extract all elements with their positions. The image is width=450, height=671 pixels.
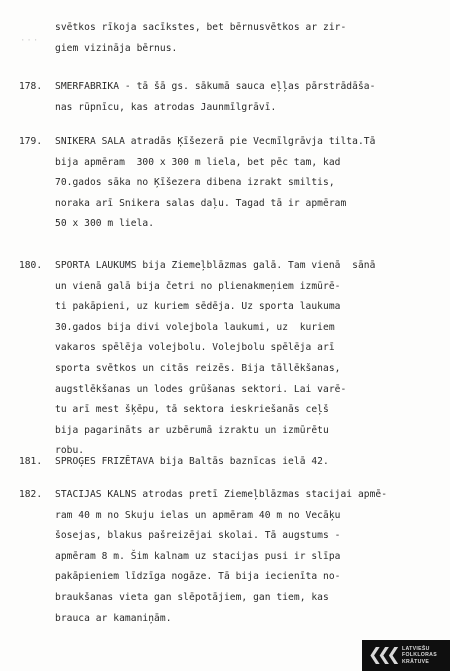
logo-line-2: FOLKLORAS bbox=[402, 652, 437, 659]
faint-page-mark: ··· bbox=[20, 36, 40, 46]
archive-logo bbox=[362, 640, 450, 671]
logo-line-1: LATVIEŠU bbox=[402, 645, 430, 652]
logo-text bbox=[402, 646, 437, 665]
chevrons-icon: ❮❮❮ bbox=[368, 645, 396, 665]
logo-line-3: KRĀTUVE bbox=[402, 658, 430, 665]
entry-text-line: sporta svētkos un citās reizēs. Bija tāllēkšanas, bbox=[55, 363, 341, 374]
entry-text-line: apmēram 8 m. Šim kalnam uz stacijas pusi ir slīpa bbox=[55, 550, 341, 562]
entry-text-line: bija pagarināts ar uzbērumā izraktu un izmūrētu bbox=[55, 424, 329, 436]
entry-text-line: vakaros spēlēja volejbolu. Volejbolu spēlēja arī bbox=[55, 342, 335, 354]
entry-text-line: pakāpieniem līdzīga nogāze. Tā bija iecienīta no- bbox=[55, 571, 341, 583]
entry-text-line: STACIJAS KALNS atrodas pretī Ziemeļblāzmas stacijai apmē- bbox=[55, 489, 388, 500]
entry-text-line: SNIKERA SALA atradās Ķīšezerā pie Vecmīlgrāvja tilta.Tā bbox=[55, 136, 376, 147]
entry-text-line: 50 x 300 m liela. bbox=[55, 218, 155, 230]
entry-number: 182. bbox=[19, 489, 43, 500]
entry-number: 181. bbox=[19, 456, 43, 467]
entry-number: 180. bbox=[19, 260, 43, 271]
entry-text-line: nas rūpnīcu, kas atrodas Jaunmīlgrāvī. bbox=[55, 101, 277, 113]
entry-text-line: brauca ar kamaniņām. bbox=[55, 612, 172, 624]
entry-text-line: giem vizināja bērnus. bbox=[55, 42, 178, 54]
entry-text-line: robu. bbox=[55, 445, 85, 457]
entry-text-line: 30.gados bija divi volejbola laukumi, uz kuriem bbox=[55, 321, 335, 333]
entry-text-line: SMERFABRIKA - tā šā gs. sākumā sauca eļļas pārstrādāša- bbox=[55, 81, 376, 92]
entry-text-line: SPORTA LAUKUMS bija Ziemeļblāzmas galā. Tam vienā sānā bbox=[55, 260, 376, 271]
entry-text-line: 70.gados sāka no Ķīšezera dibena izrakt smiltis, bbox=[55, 177, 335, 189]
entry-text-line: ti pakāpieni, uz kuriem sēdēja. Uz sporta laukuma bbox=[55, 301, 341, 313]
entry-number: 178. bbox=[19, 81, 43, 92]
entry-text-line: SPROĢES FRIZĒTAVA bija Baltās baznīcas ielā 42. bbox=[55, 456, 329, 467]
entry-text-line: šosejas, blakus pašreizējai skolai. Tā augstums - bbox=[55, 530, 341, 542]
entry-text-line: augstlēkšanas un lodes grūšanas sektori. Lai varē- bbox=[55, 383, 347, 395]
entry-text-line: tu arī mest šķēpu, tā sektora ieskriešanās ceļš bbox=[55, 404, 329, 416]
entry-text-line: bija apmēram 300 x 300 m liela, bet pēc tam, kad bbox=[55, 156, 341, 168]
entry-text-line: ram 40 m no Skuju ielas un apmēram 40 m no Vecāķu bbox=[55, 509, 341, 521]
entry-text-line: un vienā galā bija četri no plienakmeņiem izmūrē- bbox=[55, 280, 341, 292]
entry-text-line: noraka arī Snikera salas daļu. Tagad tā ir apmēram bbox=[55, 197, 347, 209]
entry-number: 179. bbox=[19, 136, 43, 147]
entry-text-line: svētkos rīkoja sacīkstes, bet bērnusvētkos ar zir- bbox=[55, 22, 347, 33]
entry-text-line: braukšanas vieta gan slēpotājiem, gan tiem, kas bbox=[55, 592, 329, 603]
